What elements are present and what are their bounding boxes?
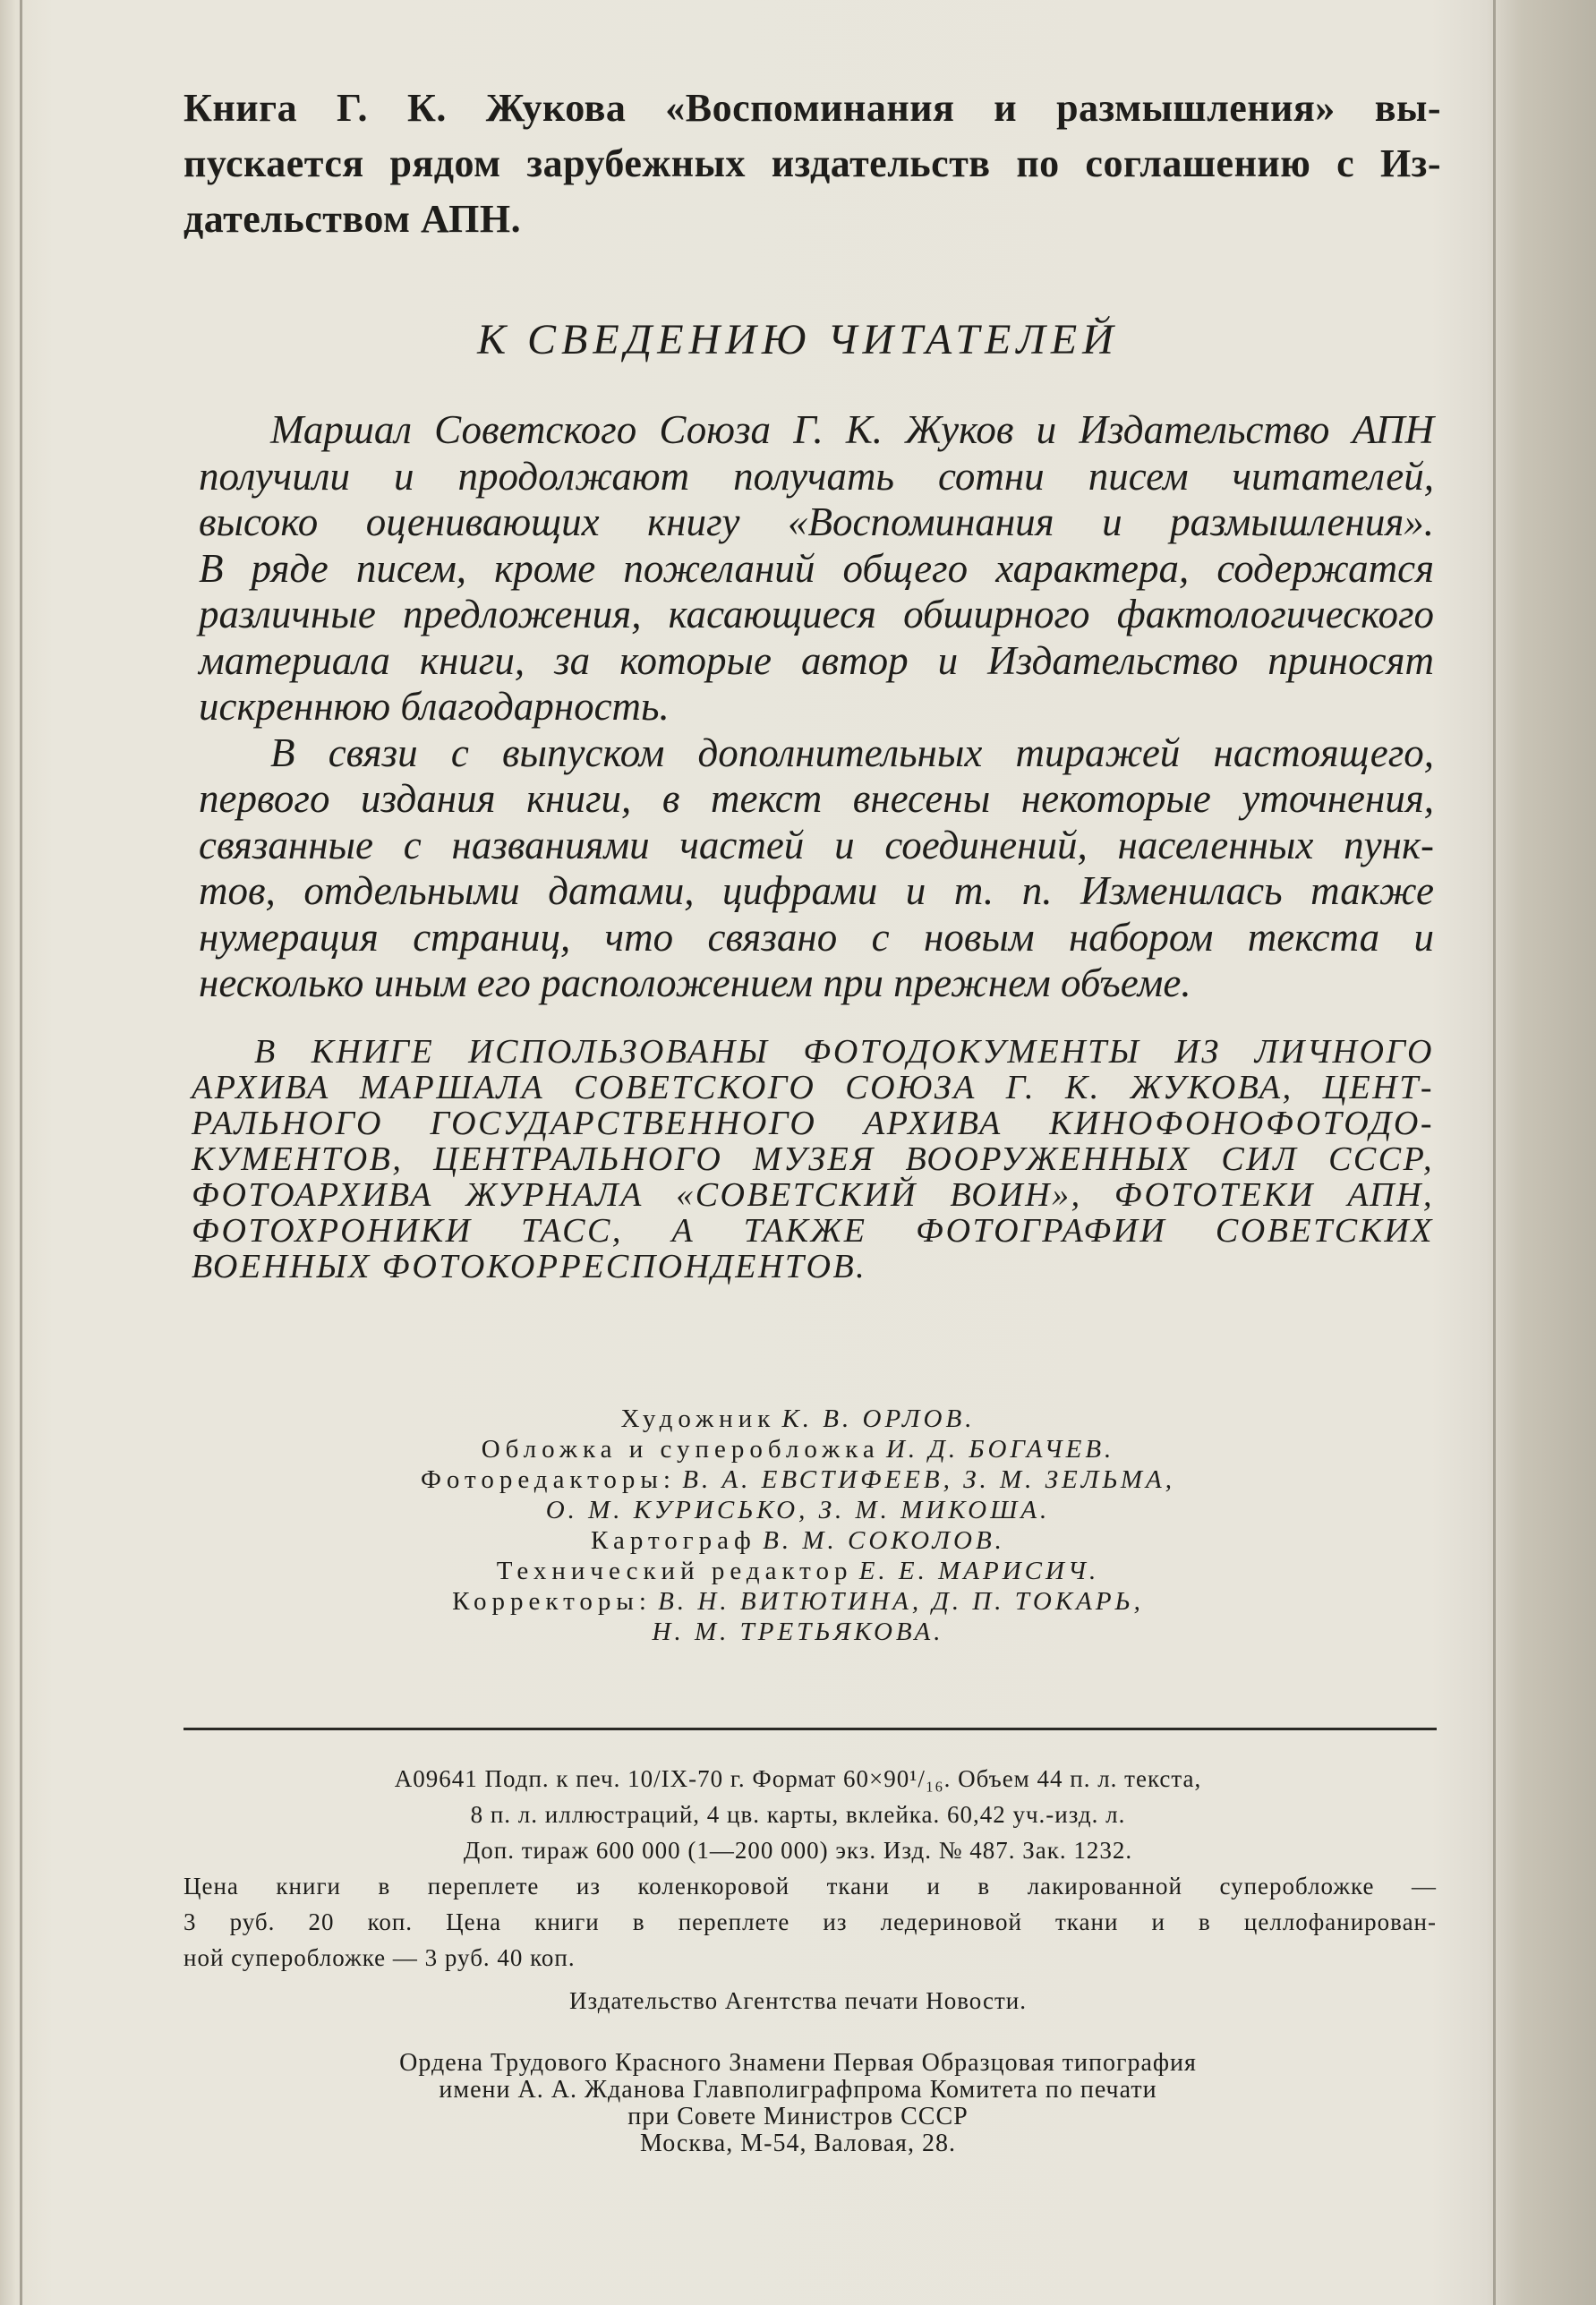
credit-names: О. М. КУРИСЬКО, З. М. МИКОША. [545,1496,1051,1524]
credit-role: Художник [620,1404,776,1433]
readers-note-line: получили и продолжают получать сотни писем читателей, [199,453,1434,499]
divider-rule [183,1728,1437,1730]
price-line: ной суперобложке — 3 руб. 40 коп. [183,1944,576,1971]
credit-role: Технический редактор [496,1557,853,1585]
readers-note-line: связанные с названиями частей и соединений, населенных пунк- [199,822,1434,867]
imprint-block [0,1761,1596,2019]
price-line: Цена книги в переплете из коленкоровой ткани и в лакированной суперобложке — [183,1873,1437,1899]
price-block [183,1868,1437,1976]
credit-role: Фоторедакторы: [421,1465,676,1494]
credit-line [0,1434,1596,1464]
readers-note-line: тов, отдельными датами, цифрами и т. п. Изменилась также [199,868,1434,913]
credit-names: В. М. СОКОЛОВ. [763,1526,1005,1555]
photo-sources-note [192,1034,1434,1285]
readers-note-line: материала книги, за которые автор и Издательство приносят [199,637,1434,683]
readers-note-line: нумерация страниц, что связано с новым набором текста и [199,914,1434,960]
price-line: 3 руб. 20 коп. Цена книги в переплете из ледериновой ткани и в целлофанирован- [183,1908,1437,1935]
printshop-line: Москва, М-54, Валовая, 28. [640,2130,956,2157]
imprint-line: 8 п. л. иллюстраций, 4 цв. карты, вклейка. 60,42 уч.-изд. л. [470,1801,1126,1828]
readers-note-body [199,407,1434,1007]
notice-line: Книга Г. К. Жукова «Воспоминания и размышления» вы- [183,86,1441,130]
credit-line [0,1617,1596,1647]
readers-note-line: высоко оценивающих книгу «Воспоминания и размышления». [199,499,1434,544]
notice-line: дательством АПН. [183,197,522,241]
credit-names: К. В. ОРЛОВ. [781,1404,976,1433]
readers-note-line: первого издания книги, в текст внесены некоторые уточнения, [199,776,1434,821]
credits-block [0,1404,1596,1647]
credit-line [0,1556,1596,1586]
printshop-line: Ордена Трудового Красного Знамени Первая Образцовая типография [399,2049,1197,2077]
credit-line [0,1495,1596,1525]
printshop-line: имени А. А. Жданова Главполиграфпрома Комитета по печати [439,2076,1157,2104]
credit-role: Обложка и суперобложка [481,1435,880,1464]
credit-role: Картограф [591,1526,756,1555]
photo-note-line: РАЛЬНОГО ГОСУДАРСТВЕННОГО АРХИВА КИНОФОНОФОТОДО- [192,1105,1434,1142]
readers-note-line: различные предложения, касающиеся обширного фактологического [199,592,1434,636]
credit-line [0,1525,1596,1556]
publisher-line: Издательство Агентства печати Новости. [569,1987,1027,2014]
imprint-line: Доп. тираж 600 000 (1—200 000) экз. Изд. № 487. Зак. 1232. [463,1837,1133,1864]
foreign-editions-notice [183,81,1441,247]
photo-note-line: ВОЕННЫХ ФОТОКОРРЕСПОНДЕНТОВ. [192,1248,867,1285]
photo-note-line: КУМЕНТОВ, ЦЕНТРАЛЬНОГО МУЗЕЯ ВООРУЖЕННЫХ СИЛ СССР, [192,1140,1434,1178]
readers-note-line: несколько иным его расположением при прежнем объеме. [199,960,1191,1005]
photo-note-line: ФОТОХРОНИКИ ТАСС, А ТАКЖЕ ФОТОГРАФИИ СОВЕТСКИХ [192,1212,1434,1250]
readers-note-line: искреннюю благодарность. [199,684,670,729]
readers-note-line: Маршал Советского Союза Г. К. Жуков и Издательство АПН [270,407,1434,452]
readers-note-line: В связи с выпуском дополнительных тиражей настоящего, [270,730,1434,775]
credit-line [0,1586,1596,1617]
imprint-line: А09641 Подп. к печ. 10/IX-70 г. Формат 60×90¹/₁₆. Объем 44 п. л. текста, [394,1765,1202,1792]
credit-line [0,1404,1596,1434]
photo-note-line: ФОТОАРХИВА ЖУРНАЛА «СОВЕТСКИЙ ВОИН», ФОТОТЕКИ АПН, [192,1176,1434,1214]
credit-names: В. А. ЕВСТИФЕЕВ, З. М. ЗЕЛЬМА, [682,1465,1175,1494]
notice-line: пускается рядом зарубежных издательств по соглашению с Из- [183,141,1441,185]
credit-role: Корректоры: [452,1587,652,1616]
readers-note-title: К СВЕДЕНИЮ ЧИТАТЕЛЕЙ [477,316,1119,363]
printing-house-block [0,2050,1596,2157]
credit-names: Н. М. ТРЕТЬЯКОВА. [652,1618,944,1646]
credit-names: И. Д. БОГАЧЕВ. [885,1435,1115,1464]
printshop-line: при Совете Министров СССР [627,2103,969,2130]
photo-note-line: АРХИВА МАРШАЛА СОВЕТСКОГО СОЮЗА Г. К. ЖУКОВА, ЦЕНТ- [192,1069,1434,1106]
credit-names: В. Н. ВИТЮТИНА, Д. П. ТОКАРЬ, [658,1587,1144,1616]
photo-note-line: В КНИГЕ ИСПОЛЬЗОВАНЫ ФОТОДОКУМЕНТЫ ИЗ ЛИЧНОГО [254,1033,1434,1071]
credit-names: Е. Е. МАРИСИЧ. [858,1557,1100,1585]
credit-line [0,1464,1596,1495]
readers-note-line: В ряде писем, кроме пожеланий общего характера, содержатся [199,545,1434,591]
